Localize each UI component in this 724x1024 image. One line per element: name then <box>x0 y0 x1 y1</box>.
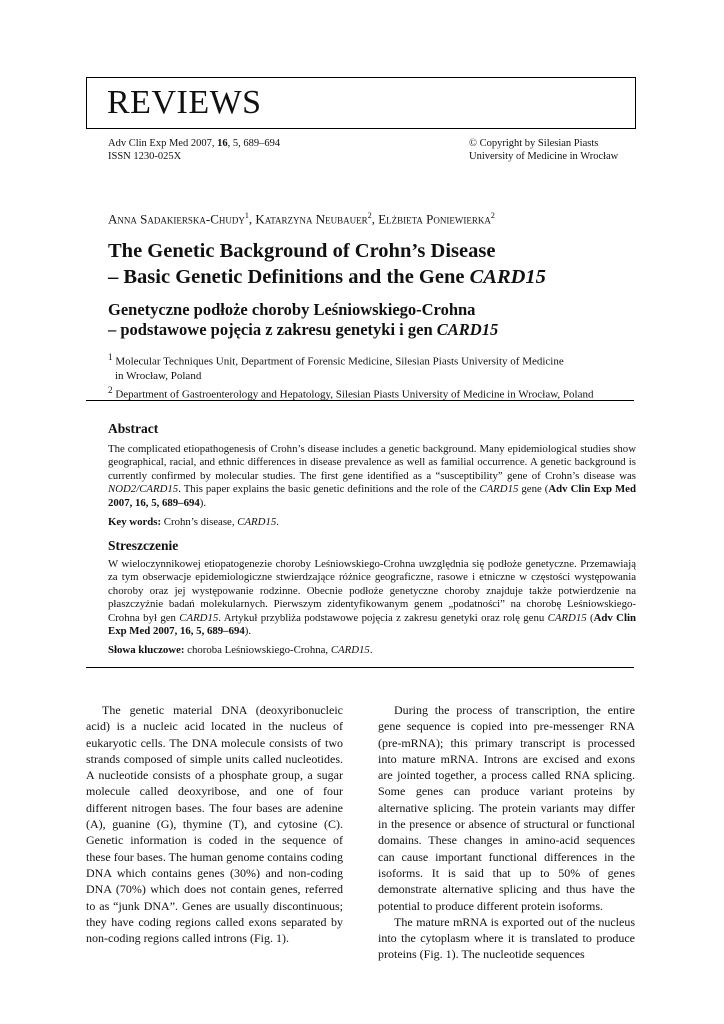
title-line-1: The Genetic Background of Crohn’s Disease <box>108 240 496 262</box>
keywords-label: Key words: <box>108 516 162 528</box>
streszczenie-gene-2: CARD15 <box>547 611 587 624</box>
slowa-kluczowe-text: choroba Leśniowskiego-Crohna, <box>184 644 331 656</box>
title-gene: CARD15 <box>469 266 546 288</box>
affiliation-2 <box>108 383 638 402</box>
body-paragraph: The mature mRNA is exported out of the nucleus into the cytoplasm where it is translated to produce proteins (Fig. 1). The nucleotide sequences <box>378 914 635 962</box>
abstract-text-1: The complicated etiopathogenesis of Crohn’s disease includes a genetic background. Many epidemiological studies show geographical, racial, and ethnic differences in disease prevalence as well as familial occurrence. A genetic background is currently confirmed by molecular studies. The first gene identified as a “susceptibility” gene of Crohn’s disease was <box>108 443 636 482</box>
affiliation-1 <box>108 350 638 369</box>
author-3-affiliation: 2 <box>490 211 495 220</box>
top-divider <box>86 400 634 401</box>
abstract-text-2: . This paper explains the basic genetic definitions and the role of the <box>178 483 480 496</box>
streszczenie-text-2: . Artykuł przybliża podstawowe pojęcia z zakresu genetyki oraz rolę genu <box>218 611 548 624</box>
abstract-text <box>108 443 636 510</box>
affiliation-1-text-cont: in Wrocław, Poland <box>115 369 202 382</box>
affiliation-2-number: 2 <box>108 384 113 395</box>
author-3: Elżbieta Poniewierka <box>378 211 491 227</box>
streszczenie-heading: Streszczenie <box>108 538 179 553</box>
abstract-citation: Adv Clin Exp Med 2007, 16, 5, 689–694 <box>108 483 636 509</box>
streszczenie-text-3: ( <box>586 611 594 624</box>
affiliation-2-text: Department of Gastroenterology and Hepatology, Silesian Piasts University of Medicine in Wrocław, Poland <box>115 388 594 401</box>
title-pl-line-1: Genetyczne podłoże choroby Leśniowskiego-Crohna <box>108 300 476 319</box>
streszczenie-citation: Adv Clin Exp Med 2007, 16, 5, 689–694 <box>108 611 636 638</box>
slowa-kluczowe-gene: CARD15 <box>330 644 370 656</box>
section-header-box <box>86 77 636 129</box>
citation-prefix: Adv Clin Exp Med 2007, <box>108 138 218 149</box>
author-separator: , <box>248 211 256 227</box>
article-title-polish <box>108 300 628 340</box>
keywords-gene: CARD15 <box>237 516 277 528</box>
abstract-text-3: gene ( <box>518 483 549 496</box>
citation-suffix: , 5, 689–694 <box>227 138 281 149</box>
citation-volume: 16 <box>217 138 228 149</box>
affiliation-1-number: 1 <box>108 352 113 362</box>
slowa-kluczowe-end: . <box>369 644 373 656</box>
keywords-end: . <box>276 516 279 528</box>
slowa-kluczowe-label: Słowa kluczowe: <box>108 644 185 656</box>
author-1: Anna Sadakierska-Chudy <box>108 211 245 227</box>
section-title: REVIEWS <box>107 84 262 121</box>
title-pl-line-2 <box>108 320 628 340</box>
title-line-2-text: – Basic Genetic Definitions and the Gene <box>108 266 470 288</box>
copyright <box>469 137 618 163</box>
copyright-line-2: University of Medicine in Wrocław <box>469 151 619 162</box>
body-column-right <box>378 702 635 963</box>
abstract-text-4: ). <box>199 496 207 509</box>
author-list <box>108 211 495 227</box>
slowa-kluczowe <box>108 644 636 657</box>
title-pl-gene: CARD15 <box>436 320 499 339</box>
abstract-heading: Abstract <box>108 421 159 436</box>
streszczenie-text-4: ). <box>244 625 252 638</box>
journal-citation <box>108 137 280 163</box>
article-title <box>108 238 628 290</box>
title-line-2 <box>108 264 628 290</box>
author-separator: , <box>371 211 379 227</box>
body-paragraph: The genetic material DNA (deoxyribonucleic acid) is a nucleic acid located in the nucleus of eukaryotic cells. The DNA molecule consists of two strands composed of simple units called nucleotides. A nucleotide consists of a phosphate group, a sugar molecule called deoxyribose, and one of four different nitrogen bases. The four bases are adenine (A), guanine (G), thymine (T), and cytosine (C). Genetic information is coded in the sequence of these four bases. The human genome contains coding DNA which contains genes (30%) and non-coding DNA (70%) which does not contain genes, referred to as “junk DNA”. Genes are usually discontinuous; they have coding regions called exons separated by non-coding regions called introns (Fig. 1). <box>86 703 343 946</box>
author-2: Katarzyna Neubauer <box>255 211 368 227</box>
title-pl-line-2-text: – podstawowe pojęcia z zakresu genetyki i gen <box>108 320 437 339</box>
issn: ISSN 1230-025X <box>108 151 182 162</box>
abstract-gene: NOD2/CARD15 <box>108 483 179 496</box>
keywords <box>108 516 636 529</box>
streszczenie-gene: CARD15 <box>179 611 219 624</box>
author-1-affiliation: 1 <box>244 211 249 220</box>
streszczenie-text-1: W wieloczynnikowej etiopatogenezie choroby Leśniowskiego-Crohna uwzględnia się podłoże genetyczne. Przemawiają za tym obserwacje epidemiologiczne stwierdzające różnice geograficzne, rasowe i etniczne w częstości występowania choroby oraz jej występowanie rodzinne. Obecnie podłoże genetyczne choroby znajduje także potwierdzenie na płaszczyźnie badań molekularnych. Pierwszym zidentyfikowanym genem „podatności” na chorobę Leśniowskiego-Crohna był gen <box>108 558 636 624</box>
bottom-divider <box>86 667 634 668</box>
body-paragraph: During the process of transcription, the entire gene sequence is copied into pre-messenger RNA (pre-mRNA); this primary transcript is processed into mature mRNA. Introns are excised and exons are jointed together, a process called RNA splicing. Some genes can produce variant proteins by alternative splicing. The protein variants may differ in the presence or absence of structural or functional domains. These changes in amino-acid sequences can cause important functional differences in the isoforms. It is said that up to 50% of genes demonstrate alternative splicing and thus have the potential to produce different protein isoforms. <box>378 703 635 913</box>
abstract-gene-2: CARD15 <box>479 483 519 496</box>
author-2-affiliation: 2 <box>367 211 372 220</box>
keywords-text: Crohn’s disease, <box>161 516 238 528</box>
copyright-line-1: © Copyright by Silesian Piasts <box>469 138 599 149</box>
streszczenie-text <box>108 558 636 638</box>
affiliations <box>108 350 638 401</box>
affiliation-1-text: Molecular Techniques Unit, Department of Forensic Medicine, Silesian Piasts University of Medicine <box>115 355 564 368</box>
body-column-left <box>86 702 343 946</box>
